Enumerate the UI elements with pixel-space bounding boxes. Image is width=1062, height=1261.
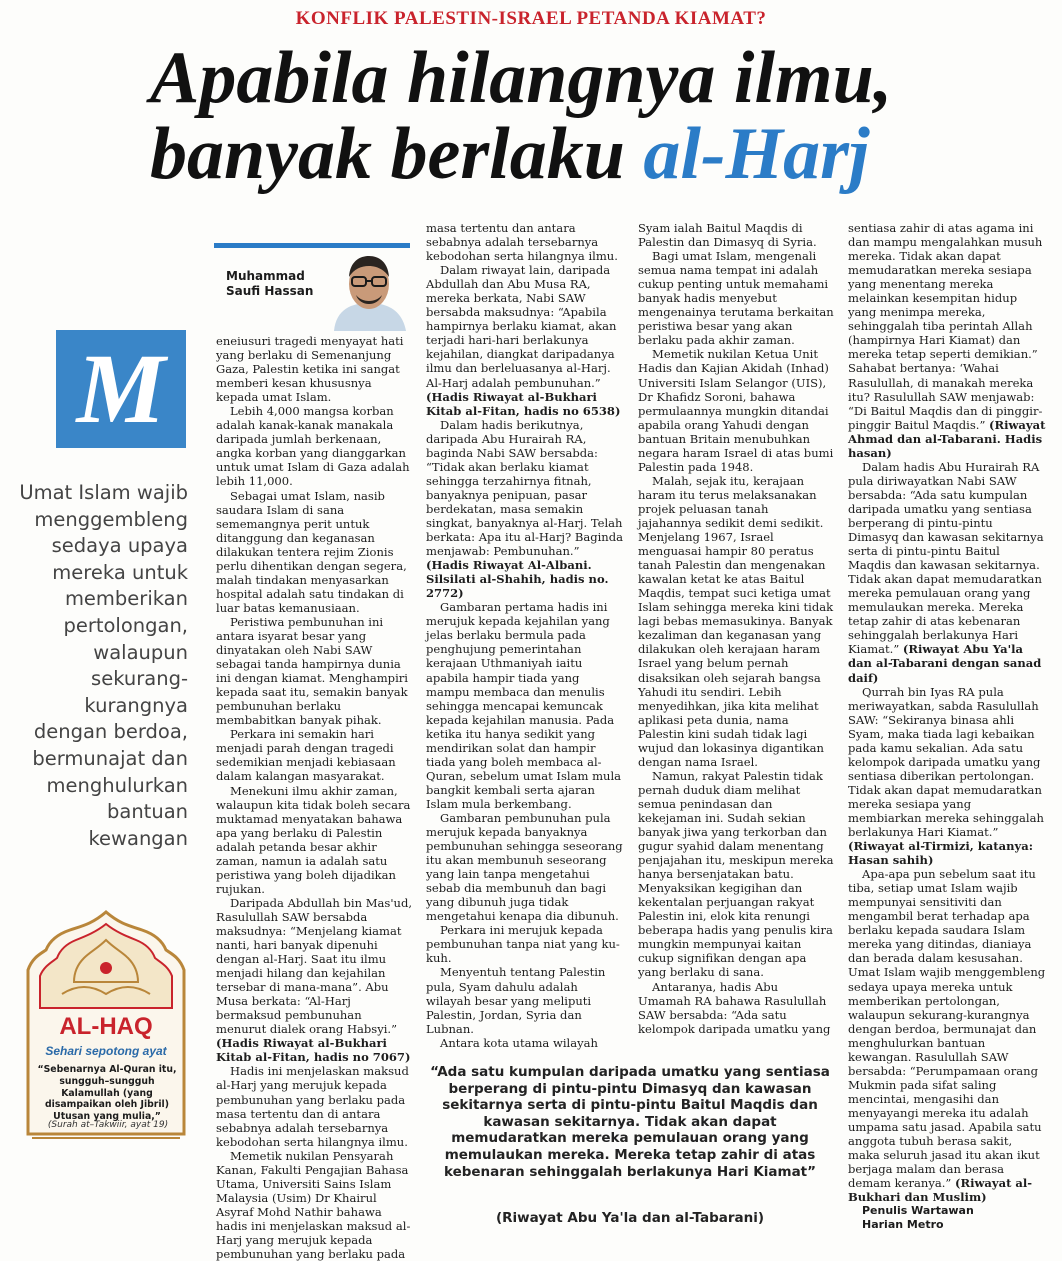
byline-rule bbox=[214, 243, 410, 248]
paragraph: Perkara ini semakin hari menjadi parah dengan tragedi sedemikian menjadi kebiasaan dalam kalangan masyarakat. bbox=[216, 727, 396, 784]
headline-line-2: banyak berlaku bbox=[150, 113, 644, 195]
author-name bbox=[226, 269, 326, 299]
al-haq-citation: (Surah at–Takwiir, ayat 19) bbox=[47, 1120, 169, 1130]
al-haq-box bbox=[22, 910, 190, 1142]
hadith-reference: (Riwayat Abu Ya'la dan al-Tabarani dengan sanad daif) bbox=[848, 642, 1042, 685]
article-column-2 bbox=[426, 221, 624, 1050]
paragraph: Syam ialah Baitul Maqdis di Palestin dan Dimasyq di Syria. bbox=[638, 221, 817, 250]
pull-quote-left: Umat Islam wajib menggembleng sedaya upaya mereka untuk memberikan pertolongan, walaupun sekurang-kurangnya dengan berdoa, bermunajat dan menghulurkan bantuan kewangan bbox=[19, 481, 188, 850]
article-column-3 bbox=[638, 221, 834, 1036]
headline bbox=[150, 37, 930, 195]
paragraph: Antaranya, hadis Abu Umamah RA bahawa Rasulullah SAW bersabda: “Ada satu kelompok daripada umatku yang bbox=[638, 979, 831, 1036]
paragraph: Gambaran pertama hadis ini merujuk kepada kejahilan yang jelas berlaku bermula pada penghujung pemerintahan kerajaan Uthmaniyah iaitu apabila hampir tiada yang mampu membaca dan menulis sehingga mencapai kemuncak kepada kejahilan manusia. Pada ketika itu hanya sedikit yang mendirikan solat dan hampir tiada yang boleh membaca al-Quran, sebelum umat Islam mula bangkit kembali serta ajaran Islam mula berkembang. bbox=[426, 600, 622, 811]
paragraph: Bagi umat Islam, mengenali semua nama tempat ini adalah cukup penting untuk memahami banyak hadis menyebut mengenainya terutama berkaitan peristiwa besar yang akan berlaku pada akhir zaman. bbox=[638, 249, 834, 348]
kicker: KONFLIK PALESTIN-ISRAEL PETANDA KIAMAT? bbox=[295, 8, 767, 29]
paragraph-text: Dalam hadis berikutnya, daripada Abu Hurairah RA, baginda Nabi SAW bersabda: “Tidak akan berlaku kiamat sehingga terzahirnya fitnah, banyaknya penipuan, pasar berdekatan, masa semakin singkat, banyaknya al-Harj. Telah berkata: Apa itu al-Harj? Baginda menjawab: Pembunuhan.” bbox=[426, 417, 623, 559]
paragraph: Hadis ini menjelaskan maksud al-Harj yang merujuk kepada pembunuhan yang berlaku pada masa tertentu dan di antara sebabnya adalah tersebarnya kebodohan serta hilangnya ilmu. bbox=[216, 1064, 409, 1149]
paragraph bbox=[848, 867, 1046, 1204]
headline-accent: al-Harj bbox=[643, 113, 870, 195]
paragraph bbox=[426, 263, 624, 418]
paragraph-text: Dalam hadis Abu Hurairah RA pula diriwayatkan Nabi SAW bersabda: “Ada satu kumpulan daripada umatku yang sentiasa berperang di pintu-pintu Dimasyq dan kawasan sekitarnya serta di pintu-pintu Baitul Maqdis dan kawasan sekitarnya. Tidak akan dapat memudaratkan mereka pemulauan orang yang memulaukan mereka. Mereka tetap zahir di atas kebenaran sehinggalah berlakunya Hari Kiamat.” bbox=[848, 459, 1044, 657]
paragraph: Malah, sejak itu, kerajaan haram itu terus melaksanakan projek peluasan tanah jajahannya sedikit demi sedikit. Menjelang 1967, Israel menguasai hampir 80 peratus tanah Palestin dan mengenakan kawalan ketat ke atas Baitul Maqdis, tempat suci ketiga umat Islam sehingga mereka kini tidak lagi bebas memasukinya. Banyak kezaliman dan keganasan yang dilakukan oleh kerajaan haram Israel yang belum pernah disaksikan oleh sejarah bangsa Yahudi itu sendiri. Lebih menyedihkan, jika kita melihat aplikasi peta dunia, nama Palestin kini sudah tidak lagi wujud dan lokasinya digantikan dengan nama Israel. bbox=[638, 473, 834, 769]
paragraph-text: Daripada Abdullah bin Mas'ud, Rasulullah SAW bersabda maksudnya: “Menjelang kiamat nanti, hari banyak dipenuhi dengan al-Harj. Saat itu ilmu menjadi hilang dan kejahilan tersebar di mana-mana”. Abu Musa berkata: “Al-Harj bermaksud pembunuhan menurut dialek orang Habsyi.” bbox=[216, 895, 413, 1037]
paragraph: eneiusuri tragedi menyayat hati yang berlaku di Semenanjung Gaza, Palestin ketika ini sangat memberi kesan khususnya kepada umat Islam. bbox=[216, 334, 404, 405]
paragraph-text: Qurrah bin Iyas RA pula meriwayatkan, sabda Rasulullah SAW: “Sekiranya binasa ahli Syam, maka tiada lagi kebaikan pada kamu sekalian. Ada satu kelompok daripada umatku yang sentiasa diberikan pertolongan. Tidak akan dapat memudaratkan mereka sesiapa yang membiarkan mereka sehinggalah berlakunya Hari Kiamat.” bbox=[848, 684, 1044, 840]
paragraph: Peristiwa pembunuhan ini antara isyarat besar yang dinyatakan oleh Nabi SAW sebagai tanda hampirnya dunia ini dengan kiamat. Menghampiri kepada saat itu, semakin banyak pembunuhan berlaku membabitkan banyak pihak. bbox=[216, 614, 408, 728]
paragraph bbox=[216, 896, 412, 1065]
paragraph: Perkara ini merujuk kepada pembunuhan tanpa niat yang ku-kuh. bbox=[426, 923, 620, 966]
al-haq-subtitle: Sehari sepotong ayat bbox=[45, 1044, 167, 1058]
paragraph: Gambaran pembunuhan pula merujuk kepada banyaknya pembunuhan sehingga seseorang itu akan membunuh seseorang yang lain tanpa mengetahui sebab dia membunuh dan bagi yang dibunuh juga tidak mengetahui kenapa dia dibunuh. bbox=[426, 810, 623, 924]
paragraph: Antara kota utama wilayah bbox=[440, 1035, 598, 1050]
paragraph: Menyentuh tentang Palestin pula, Syam dahulu adalah wilayah besar yang meliputi Palestin, Jordan, Syria dan Lubnan. bbox=[426, 965, 606, 1036]
pull-quote-citation: (Riwayat Abu Ya'la dan al-Tabarani) bbox=[495, 1210, 765, 1226]
al-haq-title: AL-HAQ bbox=[59, 1013, 153, 1040]
paragraph bbox=[848, 221, 1046, 460]
hadith-reference: (Hadis Riwayat al-Bukhari Kitab al-Fitan, hadis no 6538) bbox=[426, 389, 621, 418]
hadith-reference: (Riwayat Ahmad dan al-Tabarani. Hadis hasan) bbox=[848, 417, 1046, 460]
writer-credit-line-1: Penulis Wartawan bbox=[862, 1204, 974, 1217]
dropcap: M bbox=[56, 330, 186, 448]
paragraph bbox=[426, 418, 624, 601]
paragraph: Memetik nukilan Ketua Unit Hadis dan Kajian Akidah (Inhad) Universiti Islam Selangor (UIS), Dr Khafidz Soroni, bahawa permulaannya mungkin ditandai apabila orang Yahudi dengan bantuan Britain menubuhkan negara haram Israel di atas bumi Palestin pada 1948. bbox=[638, 347, 834, 474]
paragraph: Lebih 4,000 mangsa korban adalah kanak-kanak manakala daripada jumlah berkenaan, angka korban yang dianggarkan untuk umat Islam di Gaza adalah lebih 11,000. bbox=[216, 404, 410, 489]
byline bbox=[214, 243, 410, 331]
writer-credit-line-2: Harian Metro bbox=[862, 1218, 944, 1231]
paragraph bbox=[848, 685, 1046, 868]
hadith-reference: (Riwayat al-Tirmizi, katanya: Hasan sahih) bbox=[848, 839, 1033, 868]
pull-quote-bottom: “Ada satu kumpulan daripada umatku yang sentiasa berperang di pintu-pintu Dimasyq dan kawasan sekitarnya serta di pintu-pintu Baitul Maqdis dan kawasan sekitarnya. Tidak akan dapat memudaratkan mereka pemulauan orang yang memulaukan mereka. Mereka tetap zahir di atas kebenaran sehinggalah berlakunya Hari Kiamat” bbox=[430, 1064, 830, 1180]
author-last-name: Saufi Hassan bbox=[226, 284, 314, 298]
author-photo bbox=[326, 251, 412, 331]
article-column-4 bbox=[848, 221, 1046, 1204]
al-haq-quote: “Sebenarnya Al-Quran itu, sungguh–sungguh Kalamullah (yang disampaikan oleh Jibril) Utusan yang mulia,” bbox=[37, 1064, 177, 1123]
paragraph bbox=[848, 460, 1046, 685]
paragraph: Namun, rakyat Palestin tidak pernah duduk diam melihat semua penindasan dan kekejaman ini. Sudah sekian banyak jiwa yang terkorban dan gugur syahid dalam menentang penjajahan itu, meskipun mereka hanya bersenjatakan batu. Menyaksikan kegigihan dan kekentalan perjuangan rakyat Palestin ini, elok kita renungi beberapa hadis yang penulis kira mungkin mempunyai kaitan cukup signifikan dengan apa yang berlaku di sana. bbox=[638, 768, 834, 980]
hadith-reference: (Hadis Riwayat Al-Albani. Silsilati al-Shahih, hadis no. 2772) bbox=[426, 558, 609, 601]
paragraph-text: Dalam riwayat lain, daripada Abdullah dan Abu Musa RA, mereka berkata, Nabi SAW bersabda maksudnya: “Apabila hampirnya berlaku kiamat, akan terjadi hari-hari berlakunya kejahilan, diangkat daripadanya ilmu dan berleluasanya al-Harj. Al-Harj adalah pembunuhan.” bbox=[426, 263, 617, 390]
author-first-name: Muhammad bbox=[226, 269, 305, 283]
paragraph: Memetik nukilan Pensyarah Kanan, Fakulti Pengajian Bahasa Utama, Universiti Sains Islam Malaysia (Usim) Dr Khairul Asyraf Mohd Nathir bahawa hadis ini menjelaskan maksud al-Harj yang merujuk kepada pembunuhan yang berlaku pada bbox=[216, 1148, 411, 1261]
headline-line-1: Apabila hilangnya ilmu, bbox=[150, 37, 893, 119]
hadith-reference: (Riwayat al-Bukhari dan Muslim) bbox=[848, 1176, 1033, 1205]
paragraph-text: Apa-apa pun sebelum saat itu tiba, setiap umat Islam wajib mempunyai sensitiviti dan mengambil berat terhadap apa berlaku kepada saudara Islam mereka yang ditindas, dianiaya dan berada dalam kesusahan. Umat Islam wajib menggembleng sedaya upaya mereka untuk memberikan pertolongan, walaupun sekurang-kurangnya dengan berdoa, bermunajat dan menghulurkan bantuan kewangan. Rasulullah SAW bersabda: “Perumpamaan orang Mukmin pada sifat saling mencintai, mengasihi dan menyayangi mereka itu adalah umpama satu jasad. Apabila satu anggota tubuh berasa sakit, maka seluruh jasad itu akan ikut berjaga malam dan berasa demam keranya.” bbox=[848, 867, 1046, 1191]
writer-credit bbox=[862, 1204, 1042, 1232]
paragraph: Sebagai umat Islam, nasib saudara Islam di sana sememangnya perit untuk ditanggung dan keganasan dilakukan tentera rejim Zionis perlu dihentikan dengan segera, malah tindakan menyasarkan hospital adalah satu tindakan di luar batas kemanusiaan. bbox=[216, 488, 407, 615]
article-column-1 bbox=[216, 334, 412, 1261]
paragraph: Menekuni ilmu akhir zaman, walaupun kita tidak boleh secara muktamad menyatakan bahawa apa yang berlaku di Palestin adalah petanda besar akhir zaman, namun ia adalah satu peristiwa yang boleh dijadikan rujukan. bbox=[216, 783, 411, 896]
paragraph: masa tertentu dan antara sebabnya adalah tersebarnya kebodohan serta hilangnya ilmu. bbox=[426, 221, 618, 264]
paragraph-text: sentiasa zahir di atas agama ini dan mampu mengalahkan musuh mereka. Tidak akan dapat memudaratkan mereka sesiapa yang menentang mereka melainkan kesempitan hidup yang menimpa mereka, sehinggalah tiba perintah Allah (hampirnya Hari Kiamat) dan mereka tetap seperti demikian.” Sahabat bertanya: ‘Wahai Rasulullah, di manakah mereka itu? Rasulullah SAW menjawab: “Di Baitul Maqdis dan di pinggir-pinggir Baitul Maqdis.” bbox=[848, 221, 1043, 432]
hadith-reference: (Hadis Riwayat al-Bukhari Kitab al-Fitan, hadis no 7067) bbox=[216, 1036, 411, 1065]
